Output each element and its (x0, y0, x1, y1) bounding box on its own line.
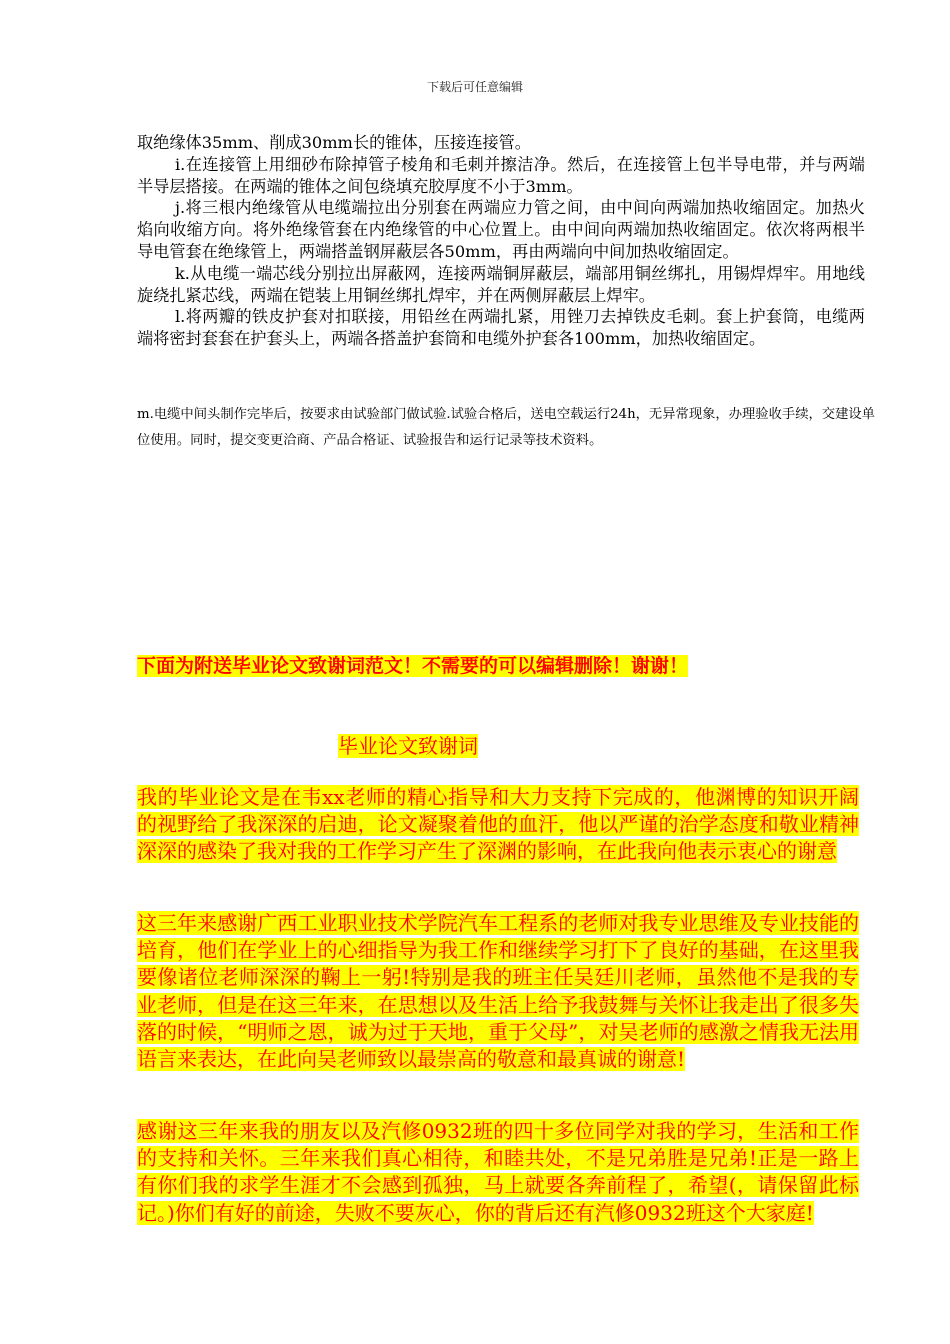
step-l: l.将两瓣的铁皮护套对扣联接，用铅丝在两端扎紧，用锉刀去掉铁皮毛刺。套上护套筒，电缆两端将密封套套在护套头上，两端各搭盖护套筒和电缆外护套各100mm，加热收缩固定。 (137, 307, 865, 349)
step-m: m.电缆中间头制作完毕后，按要求由试验部门做试验.试验合格后，送电空载运行24h，无异常现象，办理验收手续，交建设单位使用。同时，提交变更洽商、产品合格证、试验报告和运行记录等技术资料。 (137, 407, 875, 448)
acknowledgement-paragraph-2 (137, 910, 859, 1073)
step-k: k.从电缆一端芯线分别拉出屏蔽网，连接两端铜屏蔽层，端部用铜丝绑扎，用锡焊焊牢。用地线旋绕扎紧芯线，两端在铠装上用铜丝绑扎焊牢，并在两侧屏蔽层上焊牢。 (137, 263, 865, 305)
acknowledgement-title-text: 毕业论文致谢词 (338, 734, 478, 758)
page-header-note: 下载后可任意编辑 (426, 80, 523, 94)
step-m-block (137, 402, 877, 454)
acknowledgement-paragraph-3 (137, 1118, 859, 1227)
acknowledgement-paragraph-1 (137, 784, 859, 866)
acknowledgement-paragraph-2-text: 这三年来感谢广西工业职业技术学院汽车工程系的老师对我专业思维及专业技能的培育，他们在学业上的心细指导为我工作和继续学习打下了良好的基础，在这里我要像诸位老师深深的鞠上一躬!特别是我的班主任吴廷川老师，虽然他不是我的专业老师，但是在这三年来，在思想以及生活上给予我鼓舞与关怀让我走出了很多失落的时候，“明师之恩，诚为过于天地，重于父母”，对吴老师的感激之情我无法用语言来表达，在此向吴老师致以最崇高的敬意和最真诚的谢意! (137, 911, 859, 1072)
acknowledgement-title (338, 732, 478, 760)
step-i: i.在连接管上用细砂布除掉管子棱角和毛刺并擦洁净。然后，在连接管上包半导电带，并与两端半导层搭接。在两端的锥体之间包绕填充胶厚度不小于3mm。 (137, 154, 865, 196)
construction-steps (137, 132, 865, 350)
appendix-notice (137, 652, 785, 680)
acknowledgement-paragraph-3-text: 感谢这三年来我的朋友以及汽修0932班的四十多位同学对我的学习，生活和工作的支持和关怀。三年来我们真心相待，和睦共处，不是兄弟胜是兄弟!正是一路上有你们我的求学生涯才不会感到孤独，马上就要各奔前程了，希望(，请保留此标记。)你们有好的前途，失败不要灰心，你的背后还有汽修0932班这个大家庭! (137, 1119, 859, 1225)
appendix-notice-text: 下面为附送毕业论文致谢词范文！不需要的可以编辑删除！谢谢！ (137, 655, 689, 677)
acknowledgement-paragraph-1-text: 我的毕业论文是在韦xx老师的精心指导和大力支持下完成的，他渊博的知识开阔的视野给了我深深的启迪，论文凝聚着他的血汗，他以严谨的治学态度和敬业精神深深的感染了我对我的工作学习产生了深渊的影响，在此我向他表示衷心的谢意 (137, 785, 859, 864)
step-continuation: 取绝缘体35mm、削成30mm长的锥体，压接连接管。 (137, 133, 531, 152)
step-j: j.将三根内绝缘管从电缆端拉出分别套在两端应力管之间，由中间向两端加热收缩固定。加热火焰向收缩方向。将外绝缘管套在内绝缘管的中心位置上。由中间向两端加热收缩固定。依次将两根半导电管套在绝缘管上，两端搭盖钢屏蔽层各50mm，再由两端向中间加热收缩固定。 (137, 198, 865, 261)
